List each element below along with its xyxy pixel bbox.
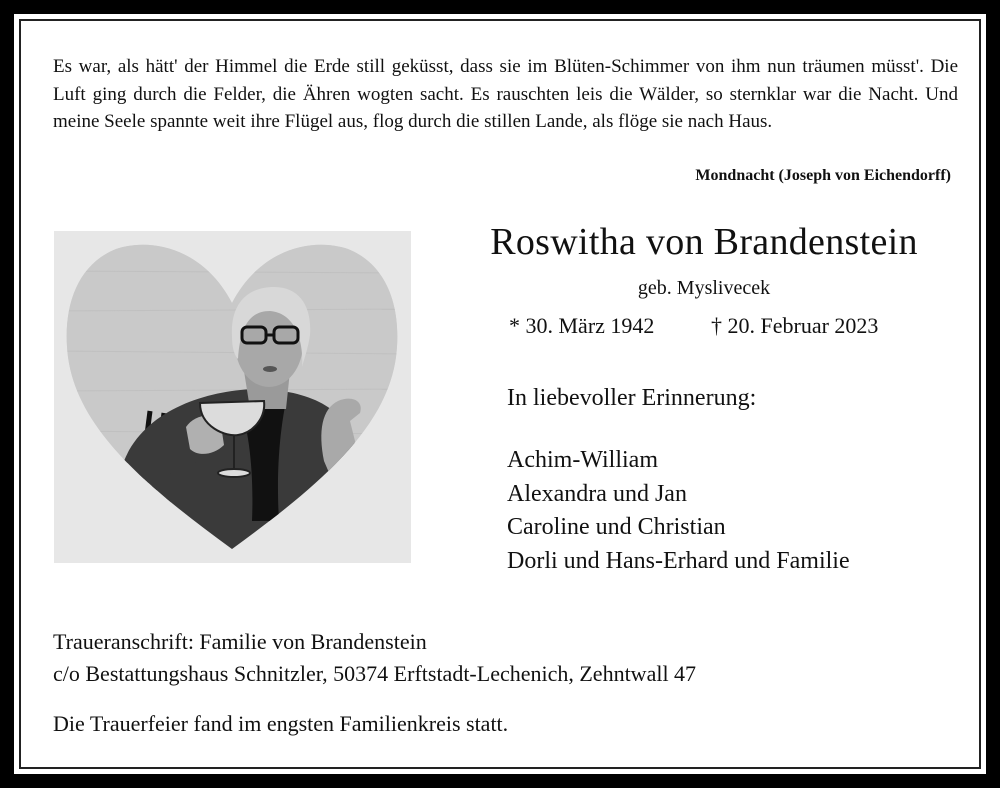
mourner-entry: Caroline und Christian [507,514,726,540]
obituary-border [19,19,981,769]
obituary-frame [14,14,986,774]
mourner-entry: Alexandra und Jan [507,480,687,507]
heart-portrait-icon [54,231,411,563]
mourning-address [53,626,696,690]
maiden-name: geb. Myslivecek [637,277,771,299]
birth-date: * 30. März 1942 [509,313,655,338]
mourner-entry: Achim-William [507,447,658,473]
mourners-list [507,444,850,578]
poem-text: Es war, als hätt' der Himmel die Erde still geküsst, dass sie im Blüten-Schimmer von ihm nun träumen müsst'. Die Luft ging durch die Felder, die Ähren wogten sacht. Es rauschten leis die Wälder, so sternklar war die Nacht. Und meine Seele spannte weit ihre Flügel aus, flog durch die stillen Lande, als flöge sie nach Haus. [53,56,958,132]
ceremony-note: Die Trauerfeier fand im engsten Familienkreis statt. [53,711,509,736]
mourner-entry: Dorli und Hans-Erhard und Familie [507,547,850,574]
poem-source: Mondnacht (Joseph von Eichendorff) [695,167,951,184]
deceased-name: Roswitha von Brandenstein [490,221,918,263]
address-line-2: c/o Bestattungshaus Schnitzler, 50374 Erftstadt-Lechenich, Zehntwall 47 [53,661,697,686]
address-line-1: Traueranschrift: Familie von Brandenstein [53,629,427,654]
death-date: † 20. Februar 2023 [711,313,879,338]
memory-heading: In liebevoller Erinnerung: [507,385,757,411]
portrait-photo [54,231,411,563]
